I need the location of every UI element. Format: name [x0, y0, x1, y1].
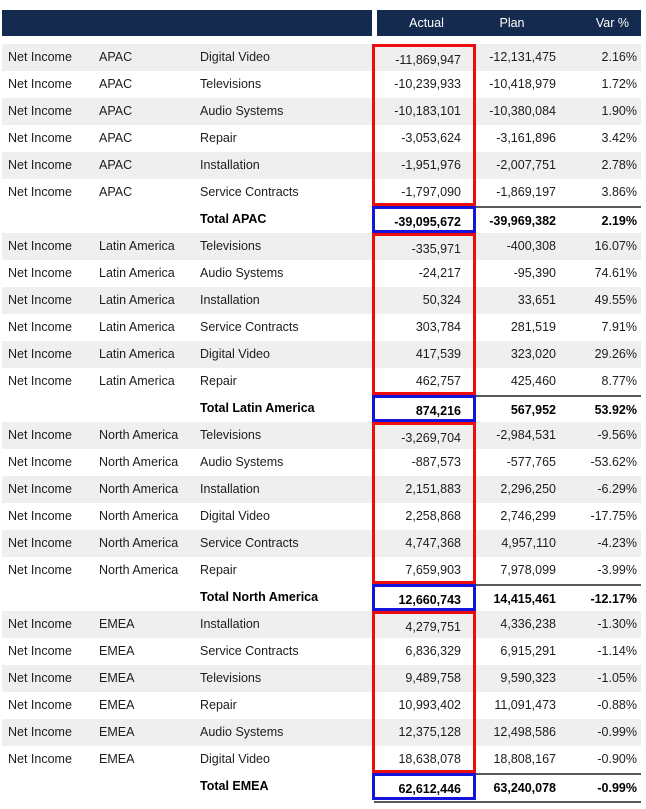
total-row[interactable]: [2, 395, 641, 422]
cell-total-actual-highlighted: 12,660,743: [372, 584, 476, 611]
cell-product: Audio Systems: [200, 455, 284, 469]
cell-actual-highlighted: 50,324: [372, 287, 476, 314]
cell-var-pct: 74.61%: [594, 266, 637, 280]
cell-var-pct: 2.16%: [601, 50, 637, 64]
cell-total-actual-highlighted: 62,612,446: [372, 773, 476, 800]
cell-region: EMEA: [99, 698, 135, 712]
cell-var-pct: -9.56%: [597, 428, 637, 442]
cell-region: Latin America: [99, 266, 175, 280]
cell-region: Latin America: [99, 374, 175, 388]
table-row[interactable]: [2, 233, 641, 260]
cell-var-pct: -17.75%: [590, 509, 637, 523]
cell-region-empty: [99, 584, 200, 611]
cell-total-var-pct: 53.92%: [562, 395, 641, 422]
cell-measure: Net Income: [8, 50, 72, 64]
cell-actual-highlighted: -335,971: [372, 233, 476, 260]
cell-measure: Net Income: [8, 266, 72, 280]
cell-region: APAC: [99, 158, 133, 172]
cell-product: Televisions: [200, 428, 262, 442]
total-row[interactable]: [2, 584, 641, 611]
total-row[interactable]: [2, 773, 641, 800]
table-row[interactable]: [2, 341, 641, 368]
cell-product: Installation: [200, 158, 260, 172]
cell-actual-highlighted: 303,784: [372, 314, 476, 341]
table-row[interactable]: [2, 71, 641, 98]
cell-region: Latin America: [99, 293, 175, 307]
cell-region: North America: [99, 536, 179, 550]
cell-measure: Net Income: [8, 77, 72, 91]
cell-total-actual-highlighted: -39,095,672: [372, 206, 476, 233]
header-spacer: [2, 10, 372, 36]
cell-actual-highlighted: 10,993,402: [372, 692, 476, 719]
cell-plan: -10,380,084: [489, 104, 556, 118]
cell-region-empty: [99, 395, 200, 422]
cell-product: Installation: [200, 293, 260, 307]
cell-plan: 2,746,299: [500, 509, 556, 523]
cell-actual-highlighted: 7,659,903: [372, 557, 476, 584]
cell-region: EMEA: [99, 671, 135, 685]
cell-plan: 7,978,099: [500, 563, 556, 577]
cell-var-pct: 3.42%: [601, 131, 637, 145]
cell-total-var-pct: 2.19%: [562, 206, 641, 233]
table-body: [0, 44, 646, 800]
cell-product: Televisions: [200, 671, 262, 685]
cell-actual-highlighted: -11,869,947: [372, 44, 476, 71]
cell-var-pct: 49.55%: [594, 293, 637, 307]
cell-plan: 9,590,323: [500, 671, 556, 685]
cell-measure: Net Income: [8, 725, 72, 739]
cell-plan: -2,007,751: [496, 158, 556, 172]
cell-plan: 6,915,291: [500, 644, 556, 658]
cell-plan: -12,131,475: [489, 50, 556, 64]
cell-measure: Net Income: [8, 752, 72, 766]
cell-region: North America: [99, 428, 179, 442]
cell-var-pct: 16.07%: [594, 239, 637, 253]
cell-region: APAC: [99, 185, 133, 199]
cell-plan: 4,957,110: [501, 536, 556, 550]
cell-var-pct: -3.99%: [597, 563, 637, 577]
cell-actual-highlighted: 12,375,128: [372, 719, 476, 746]
cell-actual-highlighted: -1,797,090: [372, 179, 476, 206]
cell-var-pct: -4.23%: [597, 536, 637, 550]
cell-actual-highlighted: 2,151,883: [372, 476, 476, 503]
cell-product: Televisions: [200, 77, 262, 91]
cell-region-empty: [99, 773, 200, 800]
table-row[interactable]: [2, 260, 641, 287]
cell-actual-highlighted: 4,747,368: [372, 530, 476, 557]
cell-measure: Net Income: [8, 347, 72, 361]
table-row[interactable]: [2, 287, 641, 314]
cell-var-pct: 1.72%: [601, 77, 637, 91]
cell-var-pct: 7.91%: [601, 320, 637, 334]
cell-product: Audio Systems: [200, 266, 284, 280]
cell-var-pct: -53.62%: [590, 455, 637, 469]
table-row[interactable]: [2, 422, 641, 449]
cell-region: North America: [99, 482, 179, 496]
cell-plan: 281,519: [510, 320, 556, 334]
cell-total-label: Total Latin America: [200, 401, 315, 415]
table-row[interactable]: [2, 179, 641, 206]
table-row[interactable]: [2, 503, 641, 530]
cell-plan: -2,984,531: [496, 428, 556, 442]
cell-region-empty: [99, 206, 200, 233]
cell-region: Latin America: [99, 239, 175, 253]
cell-actual-highlighted: 2,258,868: [372, 503, 476, 530]
cell-var-pct: 29.26%: [594, 347, 637, 361]
header-value-columns: [377, 10, 641, 36]
cell-actual-highlighted: 9,489,758: [372, 665, 476, 692]
cell-measure: Net Income: [8, 131, 72, 145]
table-row[interactable]: [2, 692, 641, 719]
cell-actual-highlighted: 462,757: [372, 368, 476, 395]
cell-plan: 11,091,473: [494, 698, 556, 712]
cell-product: Service Contracts: [200, 320, 299, 334]
cell-measure: Net Income: [8, 644, 72, 658]
cell-product: Repair: [200, 563, 237, 577]
cell-region: APAC: [99, 50, 133, 64]
cell-region: APAC: [99, 77, 133, 91]
table-row[interactable]: [2, 611, 641, 638]
cell-measure: Net Income: [8, 374, 72, 388]
table-row[interactable]: [2, 449, 641, 476]
cell-plan: 425,460: [510, 374, 556, 388]
cell-actual-highlighted: -24,217: [372, 260, 476, 287]
table-row[interactable]: [2, 152, 641, 179]
cell-total-var-pct: -0.99%: [562, 773, 641, 800]
cell-actual-highlighted: -10,239,933: [372, 71, 476, 98]
total-row[interactable]: [2, 206, 641, 233]
cell-product: Audio Systems: [200, 725, 284, 739]
cell-measure: Net Income: [8, 617, 72, 631]
cell-actual-highlighted: 6,836,329: [372, 638, 476, 665]
table-row[interactable]: [2, 557, 641, 584]
cell-actual-highlighted: -887,573: [372, 449, 476, 476]
cell-plan: 323,020: [510, 347, 556, 361]
table-row[interactable]: [2, 665, 641, 692]
table-row[interactable]: [2, 530, 641, 557]
cell-product: Service Contracts: [200, 536, 299, 550]
cell-measure-empty: [2, 206, 99, 233]
cell-plan: -3,161,896: [496, 131, 556, 145]
cell-region: APAC: [99, 104, 133, 118]
cell-actual-highlighted: -10,183,101: [372, 98, 476, 125]
cell-actual-highlighted: -1,951,976: [372, 152, 476, 179]
cell-product: Service Contracts: [200, 185, 299, 199]
cell-measure-empty: [2, 584, 99, 611]
cell-measure-empty: [2, 773, 99, 800]
table-row[interactable]: [2, 746, 641, 773]
cell-plan: 33,651: [517, 293, 556, 307]
cell-actual-highlighted: -3,053,624: [372, 125, 476, 152]
cell-measure: Net Income: [8, 293, 72, 307]
cell-var-pct: -6.29%: [597, 482, 637, 496]
column-header-actual[interactable]: Actual: [409, 16, 444, 30]
cell-region: Latin America: [99, 347, 175, 361]
cell-var-pct: -0.99%: [597, 725, 637, 739]
cell-product: Installation: [200, 617, 260, 631]
cell-product: Repair: [200, 374, 237, 388]
cell-product: Service Contracts: [200, 644, 299, 658]
cell-product: Digital Video: [200, 347, 270, 361]
cell-measure: Net Income: [8, 158, 72, 172]
table-row[interactable]: [2, 476, 641, 503]
cell-plan: 4,336,238: [500, 617, 556, 631]
cell-measure: Net Income: [8, 482, 72, 496]
table-row[interactable]: [2, 314, 641, 341]
cell-measure: Net Income: [8, 536, 72, 550]
cell-product: Digital Video: [200, 752, 270, 766]
cell-plan: -10,418,979: [489, 77, 556, 91]
cell-actual-highlighted: 4,279,751: [372, 611, 476, 638]
cell-total-plan: 63,240,078: [476, 773, 562, 800]
cell-plan: -400,308: [506, 239, 556, 253]
cell-measure: Net Income: [8, 671, 72, 685]
cell-measure: Net Income: [8, 320, 72, 334]
cell-region: North America: [99, 509, 179, 523]
cell-measure: Net Income: [8, 428, 72, 442]
cell-plan: -1,869,197: [496, 185, 556, 199]
cell-measure: Net Income: [8, 509, 72, 523]
cell-actual-highlighted: 18,638,078: [372, 746, 476, 773]
column-header-var-pct[interactable]: Var %: [595, 16, 629, 30]
table-row[interactable]: [2, 125, 641, 152]
table-row[interactable]: [2, 719, 641, 746]
cell-actual-highlighted: 417,539: [372, 341, 476, 368]
cell-total-plan: 14,415,461: [476, 584, 562, 611]
cell-total-plan: -39,969,382: [476, 206, 562, 233]
cell-measure: Net Income: [8, 698, 72, 712]
cell-measure: Net Income: [8, 185, 72, 199]
cell-region: EMEA: [99, 617, 135, 631]
cell-region: EMEA: [99, 725, 135, 739]
cell-var-pct: 1.90%: [601, 104, 637, 118]
column-header-plan[interactable]: Plan: [499, 16, 525, 30]
cell-measure-empty: [2, 395, 99, 422]
table-row[interactable]: [2, 44, 641, 71]
table-bottom-rule: [374, 801, 641, 803]
cell-var-pct: 2.78%: [601, 158, 637, 172]
cell-measure: Net Income: [8, 239, 72, 253]
cell-product: Audio Systems: [200, 104, 284, 118]
cell-plan: 2,296,250: [500, 482, 556, 496]
cell-product: Repair: [200, 698, 237, 712]
cell-measure: Net Income: [8, 455, 72, 469]
cell-var-pct: 8.77%: [601, 374, 637, 388]
cell-plan: 12,498,586: [493, 725, 556, 739]
cell-measure: Net Income: [8, 104, 72, 118]
cell-var-pct: -1.14%: [597, 644, 637, 658]
cell-region: APAC: [99, 131, 133, 145]
cell-region: EMEA: [99, 644, 135, 658]
cell-total-plan: 567,952: [476, 395, 562, 422]
cell-var-pct: 3.86%: [601, 185, 637, 199]
cell-total-label: Total North America: [200, 590, 319, 604]
table-row[interactable]: [2, 368, 641, 395]
cell-product: Digital Video: [200, 509, 270, 523]
cell-product: Televisions: [200, 239, 262, 253]
cell-region: North America: [99, 455, 179, 469]
cell-measure: Net Income: [8, 563, 72, 577]
cell-var-pct: -1.05%: [597, 671, 637, 685]
cell-var-pct: -0.88%: [597, 698, 637, 712]
cell-var-pct: -1.30%: [597, 617, 637, 631]
cell-region: North America: [99, 563, 179, 577]
cell-product: Digital Video: [200, 50, 270, 64]
table-row[interactable]: [2, 98, 641, 125]
cell-product: Installation: [200, 482, 260, 496]
cell-actual-highlighted: -3,269,704: [372, 422, 476, 449]
cell-region: EMEA: [99, 752, 135, 766]
table-row[interactable]: [2, 638, 641, 665]
table-header: [2, 10, 641, 36]
cell-total-label: Total EMEA: [200, 779, 269, 793]
cell-total-label: Total APAC: [200, 212, 267, 226]
cell-var-pct: -0.90%: [597, 752, 637, 766]
cell-plan: -577,765: [506, 455, 556, 469]
cell-plan: 18,808,167: [493, 752, 556, 766]
cell-plan: -95,390: [513, 266, 556, 280]
cell-total-var-pct: -12.17%: [562, 584, 641, 611]
cell-product: Repair: [200, 131, 237, 145]
cell-region: Latin America: [99, 320, 175, 334]
cell-total-actual-highlighted: 874,216: [372, 395, 476, 422]
